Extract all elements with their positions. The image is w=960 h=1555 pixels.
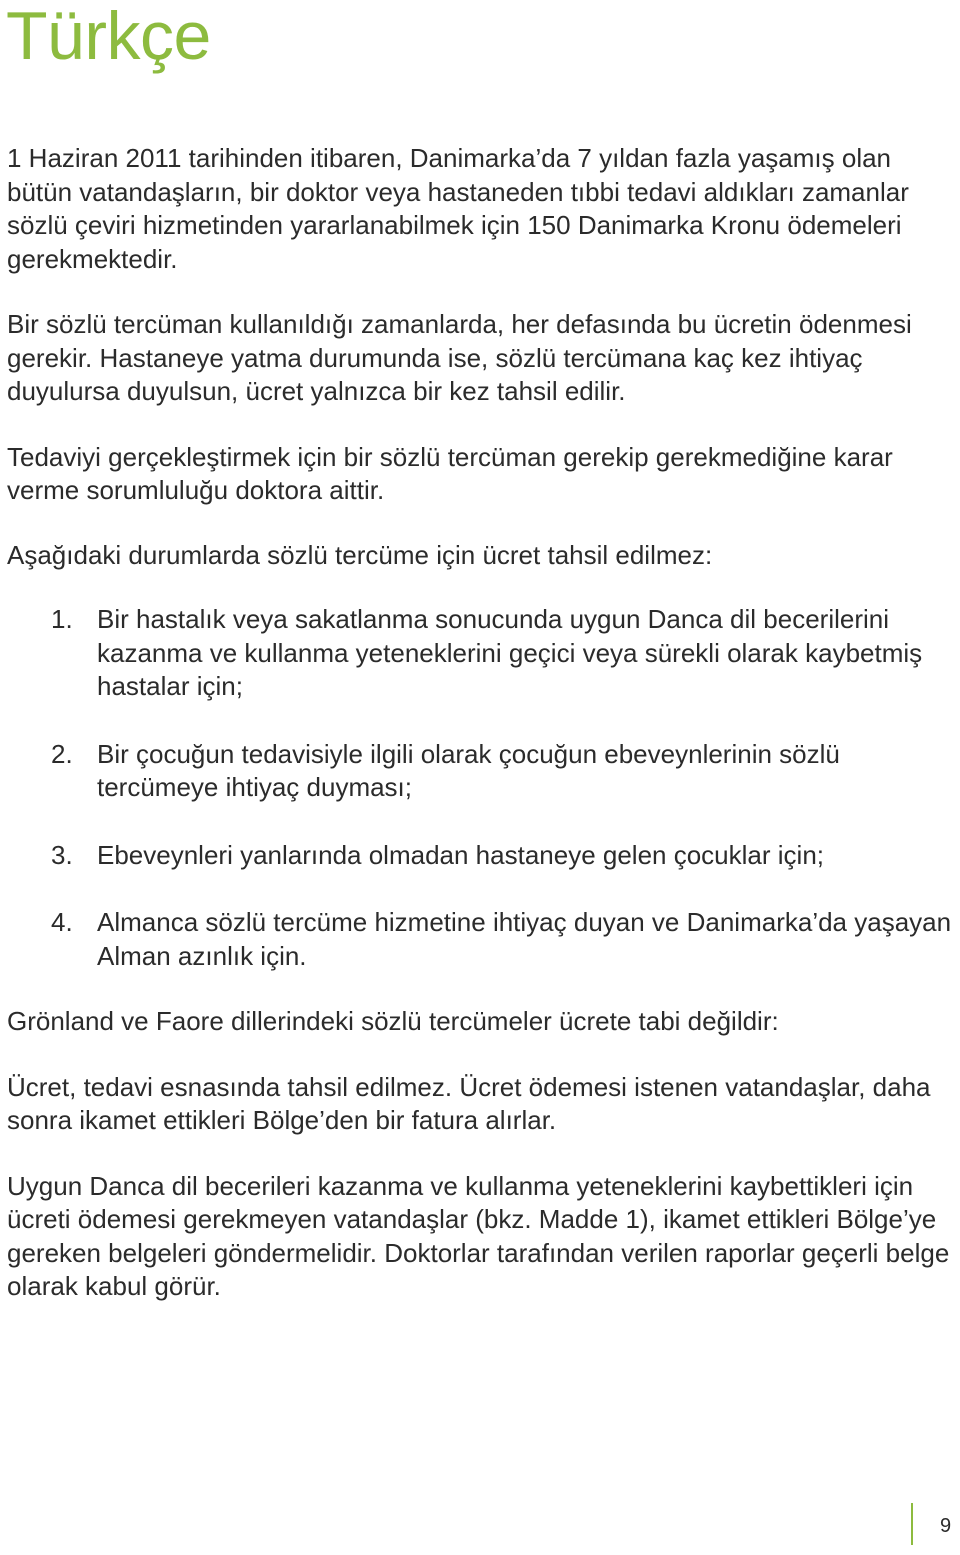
paragraph-fee-intro: 1 Haziran 2011 tarihinden itibaren, Danimarka’da 7 yıldan fazla yaşamış olan bütün vatandaşların, bir doktor veya hastaneden tıbbi tedavi aldıkları zamanlar sözlü çeviri hizmetinden yararlanabilmek için 150 Danimarka Kronu ödemeleri gerekmektedir. xyxy=(7,143,909,274)
list-item-text: Ebeveynleri yanlarında olmadan hastaneye gelen çocuklar için; xyxy=(97,839,824,870)
page-title: Türkçe xyxy=(6,0,211,74)
list-item-text: Bir hastalık veya sakatlanma sonucunda uygun Danca dil becerilerini kazanma ve kullanma yeteneklerini geçici veya sürekli olarak kaybetmiş hastalar için; xyxy=(97,604,923,701)
list-item-number: 4. xyxy=(51,907,73,937)
list-item xyxy=(7,839,952,873)
paragraph-greenland-faroese: Grönland ve Faore dillerindeki sözlü tercümeler ücrete tabi değildir: xyxy=(7,1006,779,1036)
paragraph-billing: Ücret, tedavi esnasında tahsil edilmez. Ücret ödemesi istenen vatandaşlar, daha sonra ikamet ettikleri Bölge’den bir fatura alırlar. xyxy=(7,1071,931,1135)
document-body xyxy=(7,142,952,1336)
paragraph-doctor-responsibility: Tedaviyi gerçekleştirmek için bir sözlü tercüman gerekip gerekmediğine karar verme sorumluluğu doktora aittir. xyxy=(7,441,893,505)
list-item xyxy=(7,603,952,704)
list-item xyxy=(7,906,952,973)
footer-divider xyxy=(911,1503,913,1545)
list-item-number: 3. xyxy=(51,839,73,870)
paragraph-exemptions-heading: Aşağıdaki durumlarda sözlü tercüme için ücret tahsil edilmez: xyxy=(7,539,713,570)
list-item-number: 1. xyxy=(51,604,73,634)
page-number: 9 xyxy=(940,1515,952,1537)
list-item-text: Bir çocuğun tedavisiyle ilgili olarak çocuğun ebeveynlerinin sözlü tercümeye ihtiyaç duyması; xyxy=(97,738,840,802)
paragraph-fee-per-use: Bir sözlü tercüman kullanıldığı zamanlarda, her defasında bu ücretin ödenmesi gerekir. Hastaneye yatma durumunda ise, sözlü tercümana kaç kez ihtiyaç duyulursa duyulsun, ücret yalnızca bir kez tahsil edilir. xyxy=(7,309,912,406)
list-item-text: Almanca sözlü tercüme hizmetine ihtiyaç duyan ve Danimarka’da yaşayan Alman azınlık için. xyxy=(97,907,952,971)
list-item xyxy=(7,738,952,805)
paragraph-exemption-documents: Uygun Danca dil becerileri kazanma ve kullanma yeteneklerini kaybettikleri için ücreti ödemesi gerekmeyen vatandaşlar (bkz. Madde 1), ikamet ettikleri Bölge’ye gereken belgeleri göndermelidir. Doktorlar tarafından verilen raporlar geçerli belge olarak kabul görür. xyxy=(7,1170,950,1301)
exemption-list xyxy=(7,603,952,973)
list-item-number: 2. xyxy=(51,738,73,769)
